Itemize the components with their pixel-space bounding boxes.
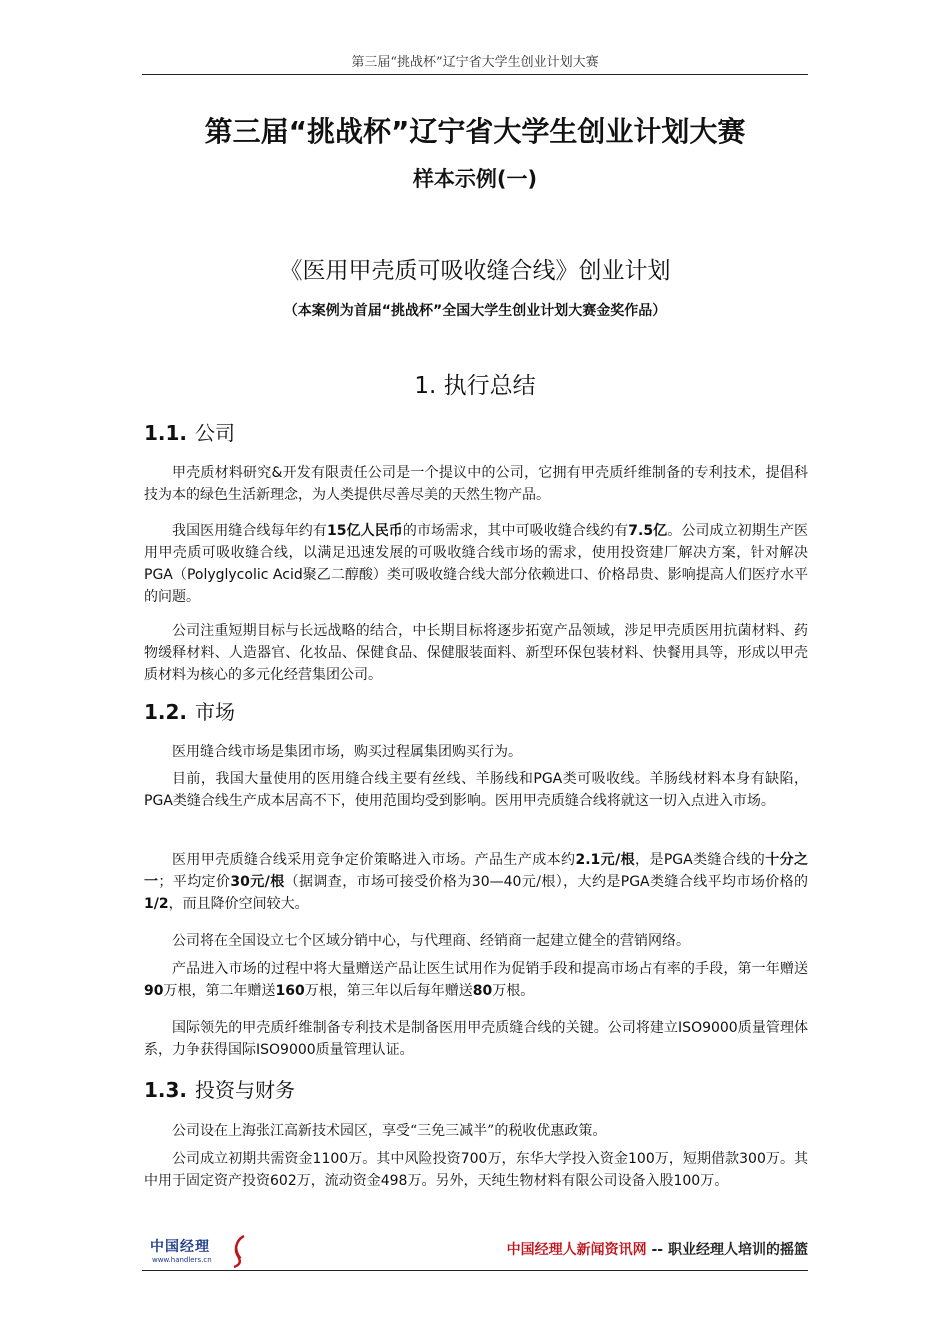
footer-rule: [142, 1270, 808, 1271]
logo-url: www.handlers.cn: [152, 1256, 212, 1264]
slogan-tagline: -- 职业经理人培训的摇篮: [646, 1242, 808, 1258]
logo-text: 中国经理: [150, 1239, 210, 1255]
subsection-number: 1.1.: [144, 421, 188, 445]
text-run: 万。: [700, 1173, 729, 1189]
text-run: 类缝合线的: [692, 852, 766, 868]
footer-slogan[interactable]: [507, 1240, 808, 1260]
text-run: 类可吸收线。羊肠线材料本身有缺陷，: [562, 771, 809, 787]
text-run: 万根。: [492, 983, 535, 999]
text-run: 万根，第三年以后每年赠送: [304, 983, 473, 999]
paragraph-company-intro: [144, 462, 808, 506]
text-run: 目前，我国大量使用的医用缝合线主要有丝线、羊肠线和: [172, 771, 534, 787]
text-run: 类缝合线生产成本居高不下，使用范围均受到影响。医用甲壳质缝合线将就这一切入点进入市场。: [172, 793, 775, 809]
document-title: 第三届“挑战杯”辽宁省大学生创业计划大赛: [204, 115, 746, 148]
document-subtitle: 样本示例(一): [412, 167, 538, 191]
subsection-number: 1.2.: [144, 700, 188, 724]
text-run: 30—40: [471, 874, 522, 890]
text-run: 万，短期借款: [654, 1151, 740, 1167]
text-run: 是一个提议中的公司，它拥有甲壳质纤维制备的专利技术，提倡科技为本的绿色生活新理念，为人类提供尽善尽美的天然生物产品。: [144, 465, 808, 503]
header-rule: [142, 74, 808, 75]
text-run: 300: [739, 1151, 766, 1167]
plan-note: （本案例为首届“挑战杯”全国大学生创业计划大赛金奖作品）: [283, 303, 667, 319]
paragraph-current-sutures: [144, 768, 808, 812]
footer-logo[interactable]: [150, 1236, 250, 1268]
paragraph-distribution: 公司将在全国设立七个区域分销中心，与代理商、经销商一起建立健全的营销网络。: [172, 933, 690, 949]
plan-title: 《医用甲壳质可吸收缝合线》创业计划: [279, 258, 671, 284]
text-run: 100: [673, 1173, 701, 1189]
text-run: 万根，第二年赠送: [163, 983, 276, 999]
text-run: ISO9000: [678, 1020, 738, 1036]
text-run: 100: [628, 1151, 655, 1167]
text-run: 1100: [312, 1151, 349, 1167]
text-run: ，而且降价空间较大。: [168, 896, 309, 912]
text-run: PGA: [533, 771, 563, 787]
text-run: 国际领先的甲壳质纤维制备专利技术是制备医用甲壳质缝合线的关键。公司将建立: [172, 1020, 679, 1036]
section-heading-executive-summary: 1. 执行总结: [414, 373, 536, 399]
text-run: 万，东华大学投入资金: [487, 1151, 629, 1167]
text-run: 万。另外，天纯生物材料有限公司设备入股: [407, 1173, 674, 1189]
text-run: 质量管理认证。: [315, 1042, 414, 1058]
text-run: 万。其中风险投资: [348, 1151, 461, 1167]
text-run: 万，流动资金: [296, 1173, 381, 1189]
paragraph-strategy: 公司注重短期目标与长远战略的结合，中长期目标将逐步拓宽产品领域，涉足甲壳质医用抗菌材料、药物缓释材料、人造器官、化妆品、保健食品、保健服装面料、新型环保包装材料、快餐用具等，形成以甲壳质材料为核心的多元化经营集团公司。: [144, 623, 808, 683]
paragraph-promotion: [144, 958, 808, 1002]
bold-run: 90: [144, 983, 164, 999]
subsection-title: 投资与财务: [195, 1078, 296, 1102]
paragraph-market-demand: [144, 520, 808, 608]
text-run: 类缝合线平均市场价格的: [649, 874, 809, 890]
bold-run: 160: [275, 983, 305, 999]
company-name: 甲壳质材料研究&开发有限责任公司: [172, 465, 397, 481]
paragraph-group-market: 医用缝合线市场是集团市场，购买过程属集团购买行为。: [172, 744, 522, 760]
running-header: 第三届“挑战杯”辽宁省大学生创业计划大赛: [351, 55, 599, 70]
text-run: 我国医用缝合线每年约有: [172, 523, 327, 539]
text-run: PGA: [663, 852, 693, 868]
text-run: ，是: [635, 852, 664, 868]
text-run: 元/根），大约是: [521, 874, 621, 890]
text-run: 498: [380, 1173, 408, 1189]
text-run: （据调查，市场可接受价格为: [284, 874, 472, 890]
subsection-heading-investment: [144, 1075, 295, 1105]
text-run: 医用甲壳质缝合线采用竞争定价策略进入市场。产品生产成本约: [172, 852, 576, 868]
text-run: ISO9000: [256, 1042, 316, 1058]
text-run: 产品进入市场的过程中将大量赠送产品让医生试用作为促销手段和提高市场占有率的手段，第一年赠送: [172, 961, 808, 977]
bold-run: 1/2: [144, 896, 169, 912]
text-run: 公司成立初期共需资金: [172, 1151, 313, 1167]
text-run: 602: [270, 1173, 297, 1189]
paragraph-pricing: [144, 849, 808, 915]
text-run: PGA（Polyglycolic Acid: [144, 567, 303, 583]
paragraph-funding: [144, 1148, 808, 1192]
text-run: 。公司成立初期生产医用甲壳质可吸收缝合线，以满足迅速发展的可吸收缝合线市场的需求，使用投资建厂解决方案，针对解决: [144, 523, 809, 561]
text-run: 质量管理体系，力争获得国际: [144, 1020, 809, 1058]
slogan-site-name: 中国经理人新闻资讯网: [506, 1242, 647, 1258]
subsection-number: 1.3.: [144, 1078, 188, 1102]
bold-run: 2.1元/根: [575, 852, 636, 868]
bold-run: 十分之一: [144, 852, 809, 890]
paragraph-quality: [144, 1017, 808, 1061]
page-footer: [142, 1232, 808, 1272]
subsection-heading-company: [144, 418, 235, 448]
text-run: ；平均定价: [158, 874, 231, 890]
text-run: 的市场需求，其中可吸收缝合线约有: [402, 523, 629, 539]
text-run: 700: [460, 1151, 488, 1167]
text-run: PGA: [144, 793, 173, 809]
logo-swoosh-icon: [230, 1234, 248, 1268]
text-run: PGA: [620, 874, 650, 890]
bold-run: 80: [472, 983, 493, 999]
text-run: 万。其中用于固定资产投资: [144, 1151, 809, 1189]
bold-run: 15亿人民币: [326, 523, 403, 539]
bold-run: 30元/根: [230, 874, 285, 890]
bold-run: 7.5亿: [628, 523, 668, 539]
subsection-title: 市场: [195, 700, 236, 724]
paragraph-location: 公司设在上海张江高新技术园区，享受“三免三减半”的税收优惠政策。: [172, 1123, 607, 1139]
subsection-title: 公司: [195, 421, 236, 445]
subsection-heading-market: [144, 697, 235, 727]
text-run: 聚乙二醇酸）类可吸收缝合线大部分依赖进口、价格昂贵、影响提高人们医疗水平的问题。: [144, 567, 809, 605]
